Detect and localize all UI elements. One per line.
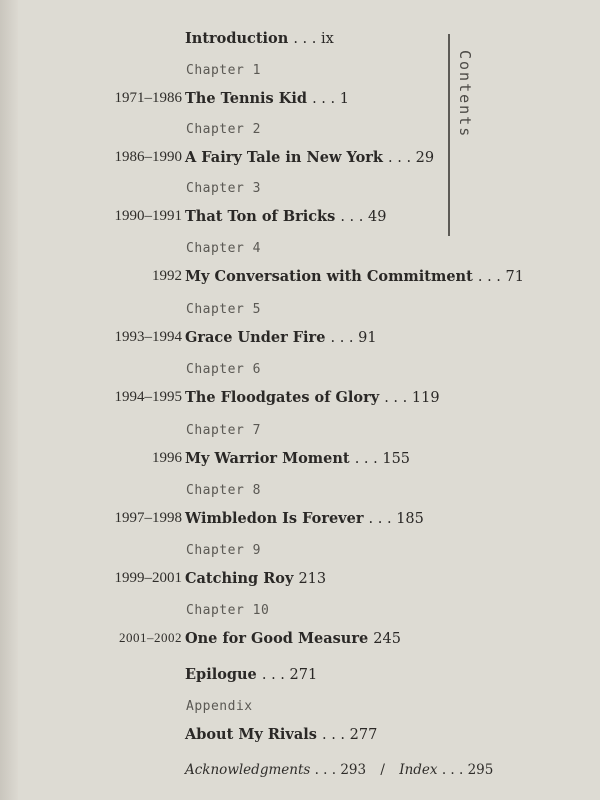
entry-title: About My Rivals [185,726,317,743]
toc-entry-chapter-4 [185,268,524,285]
back-matter-separator: / [380,762,385,778]
entry-page: . . . 155 [354,451,411,467]
entry-page: 213 [298,571,327,587]
acknowledgments-title: Acknowledgments [185,762,311,778]
toc-entry-chapter-7 [185,450,410,467]
entry-title: Introduction [185,30,289,47]
chapter-years: 1990–1991 [114,208,182,224]
chapter-label: Chapter 10 [186,603,270,618]
entry-title: The Tennis Kid [185,90,308,107]
toc-entry-epilogue [185,666,317,683]
index-page: . . . 295 [441,762,494,778]
toc-entry-introduction [185,30,334,47]
contents-heading: Contents [456,50,474,139]
chapter-label: Chapter 5 [186,302,261,317]
chapter-label: Chapter 8 [186,483,261,498]
entry-page: . . . ix [293,31,334,47]
chapter-label: Chapter 2 [186,122,261,137]
entry-title: That Ton of Bricks [185,208,336,225]
toc-entry-chapter-2 [185,149,434,166]
contents-divider-rule [448,34,450,236]
index-title: Index [399,762,438,778]
entry-page: . . . 29 [388,150,435,166]
toc-entry-chapter-3 [185,208,386,225]
entry-title: My Warrior Moment [185,450,350,467]
chapter-label: Chapter 3 [186,181,261,196]
chapter-label: Chapter 7 [186,423,261,438]
entry-page: . . . 49 [340,209,387,225]
entry-page: . . . 1 [312,91,349,107]
chapter-years: 1993–1994 [114,329,182,345]
toc-entry-chapter-9 [185,570,326,587]
chapter-years: 1986–1990 [114,149,182,165]
acknowledgments-page: . . . 293 [314,762,367,778]
chapter-years: 1997–1998 [114,510,182,526]
chapter-label: Chapter 4 [186,241,261,256]
entry-page: . . . 271 [261,667,318,683]
entry-title: The Floodgates of Glory [185,389,380,406]
chapter-years: 1992 [152,268,182,284]
entry-title: One for Good Measure [185,630,369,647]
chapter-years: 1994–1995 [114,389,182,405]
toc-entry-back-matter [185,762,493,778]
entry-title: Epilogue [185,666,257,683]
chapter-label: Chapter 9 [186,543,261,558]
chapter-years: 2001–2002 [119,630,182,645]
entry-page: 245 [373,631,401,647]
entry-page: . . . 71 [477,269,524,285]
appendix-label: Appendix [186,699,253,714]
toc-entry-chapter-1 [185,90,349,107]
entry-page: . . . 277 [322,727,378,743]
toc-entry-chapter-8 [185,510,424,527]
entry-title: My Conversation with Commitment [185,268,473,285]
toc-entry-appendix [185,726,377,743]
toc-entry-chapter-5 [185,329,377,346]
chapter-label: Chapter 1 [186,63,261,78]
chapter-years: 1971–1986 [114,90,182,106]
entry-title: Catching Roy [185,570,294,587]
chapter-years: 1999–2001 [114,570,182,586]
entry-page: . . . 185 [368,511,424,527]
toc-entry-chapter-6 [185,389,440,406]
chapter-years: 1996 [152,450,182,466]
entry-title: Wimbledon Is Forever [185,510,364,527]
toc-entry-chapter-10 [185,630,401,647]
entry-page: . . . 119 [384,390,440,406]
entry-title: Grace Under Fire [185,329,326,346]
chapter-label: Chapter 6 [186,362,261,377]
entry-page: . . . 91 [330,330,377,346]
entry-title: A Fairy Tale in New York [185,149,383,166]
